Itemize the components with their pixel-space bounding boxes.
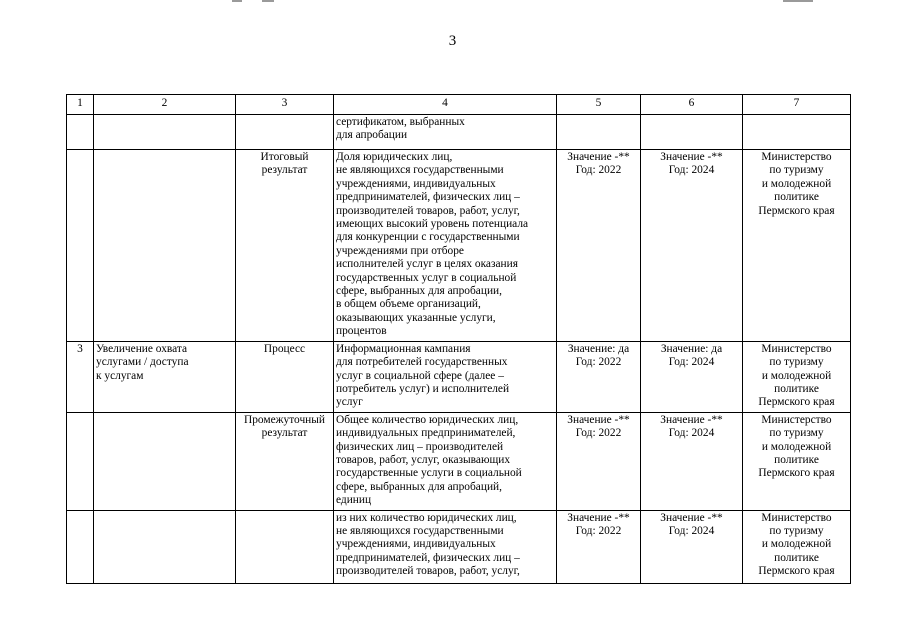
indicator-cell: из них количество юридических лиц, не являющихся государственными учреждениями, индивидуальных предпринимателей, физических лиц – производителей товаров, работ, услуг, <box>334 510 557 583</box>
scan-edge-mark-right <box>783 0 813 2</box>
table-row <box>67 341 851 412</box>
table-row <box>67 510 851 583</box>
row-number-cell <box>67 150 94 342</box>
value-2022-cell: Значение -** Год: 2022 <box>557 412 641 510</box>
responsible-cell <box>743 115 851 150</box>
row-number-cell <box>67 510 94 583</box>
table-header-row <box>67 95 851 115</box>
table-row <box>67 412 851 510</box>
header-cell: 7 <box>743 95 851 115</box>
task-cell <box>94 115 236 150</box>
indicator-cell: сертификатом, выбранных для апробации <box>334 115 557 150</box>
header-cell: 4 <box>334 95 557 115</box>
indicator-cell: Информационная кампания для потребителей государственных услуг в социальной сфере (далее – потребитель услуг) и исполнителей услуг <box>334 341 557 412</box>
table-row <box>67 150 851 342</box>
scan-edge-mark-center <box>262 0 274 2</box>
value-2022-cell: Значение -** Год: 2022 <box>557 510 641 583</box>
value-2024-cell: Значение: да Год: 2024 <box>641 341 743 412</box>
responsible-cell: Министерство по туризму и молодежной политике Пермского края <box>743 510 851 583</box>
table-row <box>67 115 851 150</box>
task-cell <box>94 510 236 583</box>
scan-edge-mark-left <box>232 0 242 2</box>
measures-table <box>66 94 851 584</box>
value-2024-cell: Значение -** Год: 2024 <box>641 510 743 583</box>
header-cell: 5 <box>557 95 641 115</box>
task-cell <box>94 412 236 510</box>
indicator-cell: Доля юридических лиц, не являющихся государственными учреждениями, индивидуальных предпринимателей, физических лиц – производителей товаров, работ, услуг, имеющих высокий уровень потенциала для конкуренции с государственными учреждениями при отборе исполнителей услуг в целях оказания государственных услуг в социальной сфере, выбранных для апробации, в общем объеме организаций, оказывающих указанные услуги, процентов <box>334 150 557 342</box>
value-2024-cell <box>641 115 743 150</box>
value-2022-cell: Значение: да Год: 2022 <box>557 341 641 412</box>
value-2022-cell: Значение -** Год: 2022 <box>557 150 641 342</box>
value-2024-cell: Значение -** Год: 2024 <box>641 150 743 342</box>
row-number-cell: 3 <box>67 341 94 412</box>
header-cell: 3 <box>236 95 334 115</box>
value-2022-cell <box>557 115 641 150</box>
result-type-cell: Процесс <box>236 341 334 412</box>
header-cell: 2 <box>94 95 236 115</box>
responsible-cell: Министерство по туризму и молодежной политике Пермского края <box>743 150 851 342</box>
responsible-cell: Министерство по туризму и молодежной политике Пермского края <box>743 412 851 510</box>
header-cell: 6 <box>641 95 743 115</box>
result-type-cell: Итоговый результат <box>236 150 334 342</box>
value-2024-cell: Значение -** Год: 2024 <box>641 412 743 510</box>
header-cell: 1 <box>67 95 94 115</box>
page-number: 3 <box>448 33 457 49</box>
task-cell <box>94 150 236 342</box>
result-type-cell: Промежуточный результат <box>236 412 334 510</box>
result-type-cell <box>236 115 334 150</box>
responsible-cell: Министерство по туризму и молодежной политике Пермского края <box>743 341 851 412</box>
row-number-cell <box>67 412 94 510</box>
indicator-cell: Общее количество юридических лиц, индивидуальных предпринимателей, физических лиц – производителей товаров, работ, услуг, оказывающих государственные услуги в социальной сфере, выбранных для апробаций, единиц <box>334 412 557 510</box>
row-number-cell <box>67 115 94 150</box>
task-cell: Увеличение охвата услугами / доступа к услугам <box>94 341 236 412</box>
result-type-cell <box>236 510 334 583</box>
